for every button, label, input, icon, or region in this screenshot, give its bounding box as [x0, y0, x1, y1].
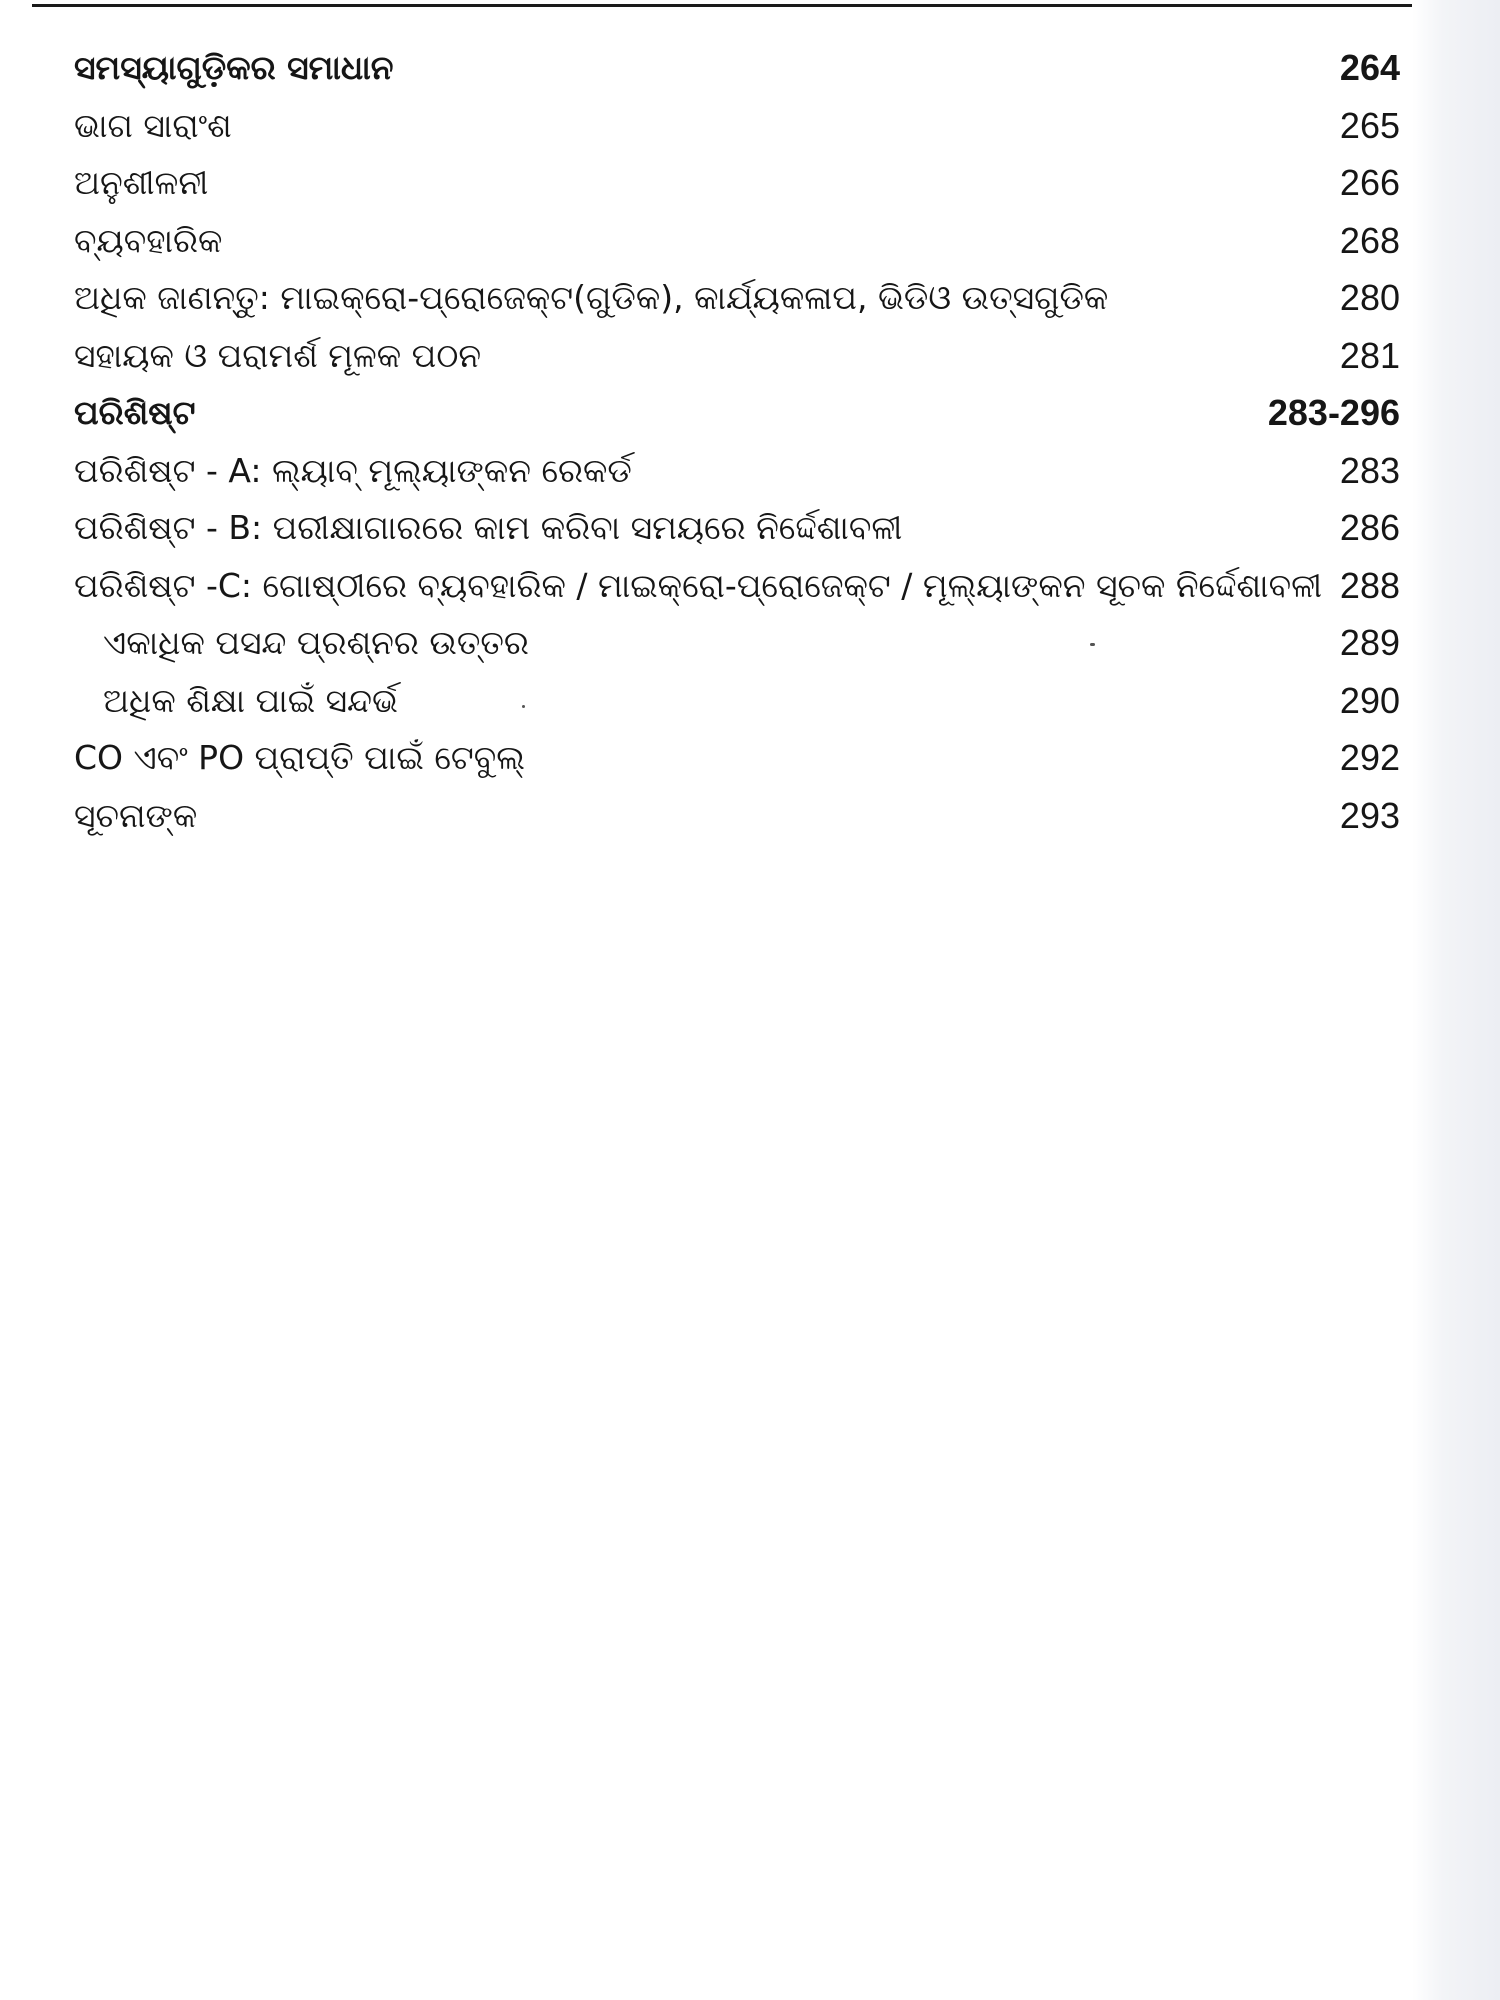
toc-entry-further-learning [0, 673, 1500, 731]
toc-entry-page: 283-296 [1267, 392, 1400, 433]
toc-entry-title: ଅଧିକ ଶିକ୍ଷା ପାଇଁ ସନ୍ଦର୍ଭ [103, 680, 399, 720]
toc-entry-title: ପରିଶିଷ୍ଟ - A: ଲ୍ୟାବ୍ ମୂଲ୍ୟାଙ୍କନ ରେକର୍ଡ [74, 450, 632, 490]
toc-entry-appendix-a [0, 443, 1500, 501]
toc-entry-page: 292 [1339, 737, 1400, 778]
toc-entry-page: 288 [1339, 564, 1400, 606]
toc-entry-page: 283 [1339, 449, 1400, 491]
toc-entry-solutions [0, 40, 1500, 98]
toc-entry-page: 264 [1339, 47, 1400, 88]
toc-entry-unit-summary [0, 98, 1500, 156]
toc-entry-page: 280 [1339, 277, 1400, 318]
toc-entry-title: ସମସ୍ୟାଗୁଡ଼ିକର ସମାଧାନ [74, 48, 394, 87]
toc-entry-know-more [0, 270, 1500, 328]
toc-entry-page: 289 [1339, 622, 1400, 663]
scan-speck [1090, 643, 1095, 646]
toc-entry-page: 268 [1339, 219, 1400, 261]
toc-entry-appendix-c [0, 558, 1500, 616]
toc-entry-title: ବ୍ୟବହାରିକ [74, 220, 223, 260]
toc-entry-page: 293 [1339, 794, 1400, 836]
toc-entry-exercises [0, 155, 1500, 213]
toc-entry-appendix-b [0, 500, 1500, 558]
toc-entry-page: 286 [1339, 507, 1400, 548]
toc-entry-title: ଏକାଧିକ ପସନ୍ଦ ପ୍ରଶ୍ନର ଉତ୍ତର [103, 623, 529, 662]
toc-entry-practicals [0, 213, 1500, 271]
table-of-contents [0, 40, 1500, 845]
toc-entry-title: ପରିଶିଷ୍ଟ [74, 393, 196, 432]
toc-entry-index [0, 788, 1500, 846]
toc-entry-title: ସହାୟକ ଓ ପରାମର୍ଶ ମୂଳକ ପଠନ [74, 335, 482, 375]
toc-entry-reference-reading [0, 328, 1500, 386]
toc-entry-page: 266 [1339, 162, 1400, 203]
toc-entry-title: ପରିଶିଷ୍ଟ - B: ପରୀକ୍ଷାଗାରରେ କାମ କରିବା ସମୟରେ ନିର୍ଦ୍ଦେଶାବଳୀ [74, 508, 903, 547]
toc-entry-page: 290 [1339, 679, 1400, 721]
toc-entry-appendix [0, 385, 1500, 443]
toc-entry-title: ଅଧିକ ଜାଣନ୍ତୁ: ମାଇକ୍ରୋ-ପ୍ରୋଜେକ୍ଟ(ଗୁଡିକ), କାର୍ଯ୍ୟକଳାପ, ଭିଡିଓ ଉତ୍ସଗୁଡିକ [74, 278, 1109, 317]
scan-speck [522, 705, 525, 708]
toc-entry-title: ସୂଚନାଙ୍କ [74, 795, 198, 835]
toc-entry-title: ଅନୁଶୀଳନୀ [74, 163, 209, 202]
toc-entry-page: 281 [1339, 334, 1400, 376]
toc-entry-title: CO ଏବଂ PO ପ୍ରାପ୍ତି ପାଇଁ ଟେବୁଲ୍ [74, 738, 525, 777]
top-rule [32, 4, 1412, 7]
toc-entry-co-po-table [0, 730, 1500, 788]
toc-entry-mcq-answers [0, 615, 1500, 673]
toc-entry-title: ପରିଶିଷ୍ଟ -C: ଗୋଷ୍ଠୀରେ ବ୍ୟବହାରିକ / ମାଇକ୍ରୋ-ପ୍ରୋଜେକ୍ଟ / ମୂଲ୍ୟାଙ୍କନ ସୂଚକ ନିର୍ଦ୍ଦେଶାବଳୀ [74, 565, 1323, 605]
toc-entry-page: 265 [1339, 104, 1400, 146]
toc-entry-title: ଭାଗ ସାରାଂଶ [74, 105, 232, 145]
